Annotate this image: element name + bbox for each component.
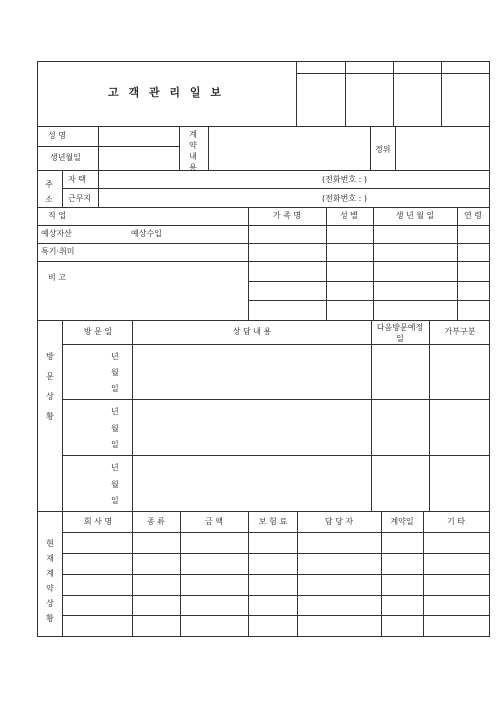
table-border: [248, 281, 490, 282]
table-border: [98, 170, 99, 207]
table-border: [37, 636, 490, 637]
table-border: [62, 320, 63, 636]
current-section-label: 현재계약상황: [46, 539, 54, 623]
gender-label: 성 별: [340, 211, 358, 220]
career-label: 경위: [375, 145, 391, 154]
premium-label: 보 험 료: [258, 517, 288, 526]
address-label: 주 소: [45, 180, 53, 204]
birth-label: 생년월일: [50, 153, 81, 162]
table-border: [62, 455, 490, 456]
table-border: [208, 126, 209, 170]
table-border: [62, 615, 490, 616]
table-border: [132, 511, 133, 636]
home-phone-label: (전화번호 : ): [322, 175, 367, 184]
table-border: [248, 300, 490, 301]
table-border: [248, 511, 249, 636]
table-border: [489, 61, 490, 637]
table-border: [429, 320, 430, 511]
table-border: [179, 126, 180, 170]
table-border: [393, 61, 394, 126]
type-label: 종 류: [147, 517, 165, 526]
company-label: 회 사 명: [83, 517, 113, 526]
table-border: [37, 61, 490, 62]
table-border: [457, 207, 458, 320]
age-label: 연 령: [464, 211, 482, 220]
table-border: [62, 170, 63, 207]
table-border: [180, 511, 181, 636]
table-border: [441, 61, 442, 126]
table-border: [37, 61, 38, 637]
table-border: [373, 207, 374, 320]
table-border: [326, 207, 327, 320]
table-border: [62, 553, 490, 554]
visit3-year: 년: [111, 463, 119, 472]
table-border: [248, 207, 249, 320]
hobby-label: 특기·취미: [41, 247, 75, 256]
visit3-month: 월: [111, 480, 119, 489]
visit2-month: 월: [111, 424, 119, 433]
table-border: [62, 188, 490, 189]
table-border: [371, 320, 372, 511]
visit1-year: 년: [111, 352, 119, 361]
contract-date-label: 계약일: [390, 517, 414, 526]
table-border: [62, 574, 490, 575]
home-label: 자 택: [68, 175, 86, 184]
table-border: [395, 126, 396, 170]
visit-date-label: 방 문 일: [83, 327, 113, 336]
table-border: [296, 61, 297, 126]
table-border: [37, 320, 490, 321]
family-label: 가 족 명: [272, 211, 302, 220]
table-border: [37, 170, 490, 171]
table-border: [297, 511, 298, 636]
table-border: [423, 511, 424, 636]
classify-label: 가부구분: [444, 327, 476, 336]
manager-label: 담 당 자: [324, 517, 354, 526]
assets-label: 예상자산: [41, 229, 72, 238]
form-title: 고 객 관 리 일 보: [108, 86, 224, 99]
income-label: 예상수입: [131, 229, 162, 238]
visit2-day: 일: [111, 440, 119, 449]
remark-label: 비 고: [48, 273, 66, 282]
birth2-label: 생 년 월 일: [395, 211, 435, 220]
name-label: 성 명: [48, 131, 66, 140]
visit1-day: 일: [111, 384, 119, 393]
work-label: 근무지: [68, 194, 92, 203]
table-border: [381, 511, 382, 636]
visit2-year: 년: [111, 407, 119, 416]
visit3-day: 일: [111, 496, 119, 505]
table-border: [62, 344, 490, 345]
job-label: 직 업: [48, 211, 66, 220]
table-border: [37, 146, 179, 147]
table-border: [37, 261, 490, 262]
table-border: [345, 61, 346, 126]
table-border: [62, 595, 490, 596]
table-border: [98, 126, 99, 170]
visit1-month: 월: [111, 368, 119, 377]
table-border: [370, 126, 371, 170]
contract-label: 계약내용: [189, 130, 197, 172]
visit-section-label: 방 문 상 황: [46, 352, 54, 421]
table-border: [37, 243, 490, 244]
table-border: [62, 399, 490, 400]
work-phone-label: (전화번호 : ): [322, 194, 367, 203]
amount-label: 금 액: [205, 517, 223, 526]
table-border: [62, 532, 490, 533]
table-border: [37, 207, 490, 208]
table-border: [37, 126, 490, 127]
table-border: [132, 320, 133, 511]
etc-label: 기 타: [447, 517, 465, 526]
next-visit-label: 다음방문예정일: [376, 323, 424, 343]
consult-label: 상 담 내 용: [232, 327, 272, 336]
table-border: [37, 225, 490, 226]
